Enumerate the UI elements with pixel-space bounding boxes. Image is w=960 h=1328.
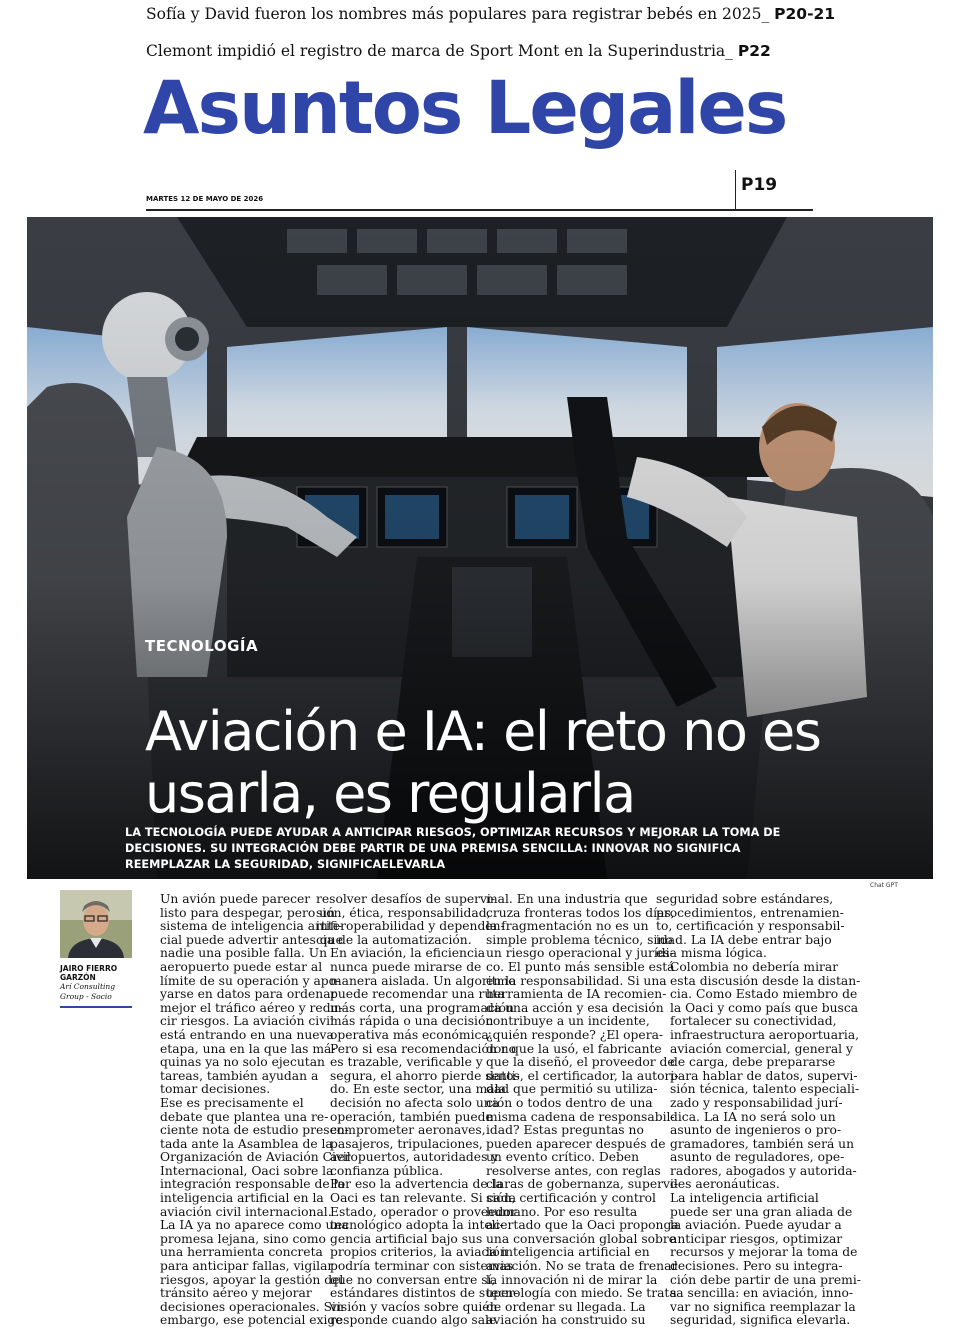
body-line: anticipar riesgos, optimizar <box>670 1231 843 1246</box>
body-line: do. En este sector, una mala <box>330 1082 506 1097</box>
body-line: decisiones. Pero su integra- <box>670 1259 843 1274</box>
body-line: puede recomendar una ruta <box>330 987 505 1002</box>
body-line: misma cadena de responsabil- <box>486 1109 675 1124</box>
teaser-2-text: Clemont impidió el registro de marca de Sport Mont en la Superindustria_ <box>146 42 738 60</box>
body-line: riesgos, apoyar la gestión del <box>160 1272 344 1287</box>
body-line: aviación ha construido su <box>486 1313 646 1328</box>
body-line: manera aislada. Un algoritmo <box>330 973 516 988</box>
article-deck: LA TECNOLOGÍA PUEDE AYUDAR A ANTICIPAR RIESGOS, OPTIMIZAR RECURSOS Y MEJORAR LA TOMA DE DECISIONES. SU INTEGRACIÓN DEBE PARTIR DE UNA PREMISA SENCILLA: INNOVAR NO SIGNIFICA REEMPLAZAR LA SEGURIDAD, SIGNIFICAELEVARLA <box>125 826 781 871</box>
body-line: procedimientos, entrenamien- <box>656 905 844 920</box>
body-line: Pero si esa recomendación no <box>330 1041 517 1056</box>
author-rule <box>60 1006 132 1008</box>
section-title: Asuntos Legales <box>143 66 787 151</box>
body-line: recursos y mejorar la toma de <box>670 1245 858 1260</box>
body-line: radores, abogados y autorida- <box>670 1163 857 1178</box>
body-paragraph <box>656 1191 861 1328</box>
body-line: dica. La IA no será solo un <box>670 1109 836 1124</box>
body-line: cia. Como Estado miembro de <box>670 987 858 1002</box>
body-line: segura, el ahorro pierde senti- <box>330 1068 520 1083</box>
body-line: asunto de reguladores, ope- <box>670 1150 845 1165</box>
body-line: nadie una posible falla. Un <box>160 946 328 961</box>
body-line: sión, certificación y control <box>486 1191 656 1206</box>
body-line: acertado que la Oaci proponga <box>486 1218 679 1233</box>
body-line: que no conversan entre sí, <box>330 1272 496 1287</box>
teaser-1-page: P20-21 <box>774 5 836 23</box>
body-line: gramadores, también será un <box>670 1136 855 1151</box>
body-line: cia de la automatización. <box>316 932 472 947</box>
body-line: tomar decisiones. <box>160 1082 271 1097</box>
body-line: un riesgo operacional y jurídi- <box>486 946 674 961</box>
body-line: resolverse antes, con reglas <box>486 1163 661 1178</box>
body-paragraph <box>316 892 505 947</box>
body-line: quinas ya no solo ejecutan <box>160 1055 325 1070</box>
body-line: idad? Estas preguntas no <box>486 1123 644 1138</box>
body-line: des aeronáuticas. <box>670 1177 780 1192</box>
body-line: esa misma lógica. <box>656 946 767 961</box>
body-paragraph <box>486 892 679 1328</box>
body-line: la fragmentación no es un <box>486 919 649 934</box>
body-line: cruza fronteras todos los días, <box>486 905 675 920</box>
body-line: tránsito aéreo y mejorar <box>160 1286 312 1301</box>
body-line: Oaci es tan relevante. Si cada <box>330 1191 517 1206</box>
author-name: JAIRO FIERRO GARZÓN <box>60 964 118 982</box>
body-paragraph <box>316 1177 519 1328</box>
body-line: etapa, una en la que las má- <box>160 1041 336 1056</box>
body-line: responde cuando algo sale <box>330 1313 497 1328</box>
body-line: tecnología con miedo. Se trata <box>486 1286 677 1301</box>
body-column-1 <box>146 892 351 1328</box>
body-line: contribuye a un incidente, <box>486 1014 650 1029</box>
body-line: gencia artificial bajo sus <box>330 1231 483 1246</box>
body-line: decisión no afecta solo una <box>330 1095 500 1110</box>
body-line: seguridad sobre estándares, <box>656 892 834 906</box>
body-line: claras de gobernanza, supervi- <box>486 1177 679 1192</box>
body-line: En aviación, la eficiencia <box>330 946 486 961</box>
body-line: sión, ética, responsabilidad, <box>316 905 491 920</box>
body-line: Por eso la advertencia de la <box>330 1177 503 1192</box>
body-line: un evento crítico. Deben <box>486 1150 640 1165</box>
body-line: operación, también puede <box>330 1109 493 1124</box>
body-line: está entrando en una nueva <box>160 1027 334 1042</box>
body-line: decisiones operacionales. Sin <box>160 1299 344 1314</box>
body-line: pueden aparecer después de <box>486 1136 666 1151</box>
body-line: humano. Por eso resulta <box>486 1204 638 1219</box>
body-line: propios criterios, la aviación <box>330 1245 508 1260</box>
body-line: herramienta de IA recomien- <box>486 987 667 1002</box>
page-number: P19 <box>741 175 778 195</box>
body-line: La inteligencia artificial <box>670 1191 819 1206</box>
body-line: seguridad, significa elevarla. <box>670 1313 851 1328</box>
body-line: dor que la usó, el fabricante <box>486 1041 662 1056</box>
body-line: aeropuertos, autoridades y <box>330 1150 499 1165</box>
body-line: sa sencilla: en aviación, inno- <box>670 1286 854 1301</box>
teaser-2[interactable] <box>146 42 771 60</box>
body-line: cir riesgos. La aviación civil <box>160 1014 335 1029</box>
body-line: Colombia no debería mirar <box>670 959 839 974</box>
body-line: idad. La IA debe entrar bajo <box>656 932 832 947</box>
body-line: listo para despegar, pero un <box>160 905 336 920</box>
body-line: la inteligencia artificial en <box>486 1245 650 1260</box>
body-line: comprometer aeronaves, <box>330 1123 486 1138</box>
body-line: ¿quién responde? ¿El opera- <box>486 1027 664 1042</box>
body-line: debate que plantea una re- <box>160 1109 329 1124</box>
photo-credit: Chat GPT <box>870 882 898 889</box>
body-line: tareas, también ayudan a <box>160 1068 319 1083</box>
body-line: asunto de ingenieros o pro- <box>670 1123 842 1138</box>
header-rule <box>146 209 813 211</box>
author-role: Arí Consulting Group - Socio <box>60 982 115 1001</box>
body-line: tecnológico adopta la inteli- <box>330 1218 504 1233</box>
body-line: en la responsabilidad. Si una <box>486 973 667 988</box>
body-line: integración responsable de la <box>160 1177 345 1192</box>
body-line: confianza pública. <box>330 1163 444 1178</box>
body-line: ción debe partir de una premi- <box>670 1272 861 1287</box>
body-paragraph <box>146 1095 351 1328</box>
body-line: dad que permitió su utiliza- <box>486 1082 658 1097</box>
body-line: La IA ya no aparece como una <box>160 1218 349 1233</box>
body-line: inteligencia artificial en la <box>160 1191 324 1206</box>
body-line: más corta, una programación <box>330 1000 514 1015</box>
teaser-2-page: P22 <box>737 42 771 60</box>
body-column-4 <box>656 892 861 1328</box>
body-line: una conversación global sobre <box>486 1231 677 1246</box>
author-photo <box>60 890 132 958</box>
body-paragraph <box>146 892 343 1097</box>
body-paragraph <box>316 946 520 1178</box>
body-line: aviación. No se trata de frenar <box>486 1259 678 1274</box>
body-line: co. El punto más sensible está <box>486 959 675 974</box>
body-line: infraestructura aeroportuaria, <box>670 1027 860 1042</box>
body-line: la Oaci y como país que busca <box>670 1000 859 1015</box>
body-column-3 <box>486 892 679 1328</box>
body-line: puede ser una gran aliada de <box>670 1204 853 1219</box>
body-line: límite de su operación y apo- <box>160 973 341 988</box>
body-line: embargo, ese potencial exige <box>160 1313 343 1328</box>
body-line: zado y responsabilidad jurí- <box>670 1095 843 1110</box>
body-line: interoperabilidad y dependen- <box>316 919 505 934</box>
hero-photo <box>27 217 933 879</box>
page-number-rule <box>735 170 736 210</box>
body-line: Ese es precisamente el <box>160 1095 304 1110</box>
body-line: aeropuerto puede estar al <box>160 959 323 974</box>
body-line: más rápida o una decisión <box>330 1014 494 1029</box>
body-line: ción o todos dentro de una <box>486 1095 653 1110</box>
teaser-1[interactable] <box>146 5 835 23</box>
body-line: datos, el certificador, la autori- <box>486 1068 679 1083</box>
body-line: para anticipar fallas, vigilar <box>160 1259 334 1274</box>
body-line: Estado, operador o proveedor <box>330 1204 517 1219</box>
body-line: da una acción y esa decisión <box>486 1000 664 1015</box>
issue-date: MARTES 12 DE MAYO DE 2026 <box>146 195 264 203</box>
body-line: mal. En una industria que <box>486 892 648 906</box>
body-line: Un avión puede parecer <box>160 892 311 906</box>
body-line: visión y vacíos sobre quién <box>330 1299 498 1314</box>
article-headline: Aviación e IA: el reto no es usarla, es regularla <box>145 700 821 826</box>
body-line: estándares distintos de super- <box>330 1286 519 1301</box>
teaser-1-text: Sofía y David fueron los nombres más populares para registrar bebés en 2025_ <box>146 5 775 23</box>
body-line: pasajeros, tripulaciones, <box>330 1136 483 1151</box>
body-line: simple problema técnico, sino <box>486 932 673 947</box>
body-line: cial puede advertir antes que <box>160 932 343 947</box>
body-line: Organización de Aviación Civil <box>160 1150 351 1165</box>
body-paragraph <box>656 959 861 1192</box>
body-line: aviación comercial, general y <box>670 1041 853 1056</box>
body-line: la innovación ni de mirar la <box>486 1272 658 1287</box>
body-line: para hablar de datos, supervi- <box>670 1068 858 1083</box>
body-line: ciente nota de estudio presen- <box>160 1123 349 1138</box>
body-line: esta discusión desde la distan- <box>670 973 861 988</box>
body-column-2 <box>316 892 520 1328</box>
body-paragraph <box>656 892 845 961</box>
body-line: la aviación. Puede ayudar a <box>670 1218 842 1233</box>
body-line: sistema de inteligencia artifi- <box>160 919 343 934</box>
author-box <box>60 890 132 1008</box>
body-line: nunca puede mirarse de <box>330 959 482 974</box>
body-line: de carga, debe prepararse <box>670 1055 836 1070</box>
body-line: fortalecer su conectividad, <box>670 1014 837 1029</box>
body-line: var no significa reemplazar la <box>670 1299 856 1314</box>
body-line: que la diseñó, el proveedor de <box>486 1055 675 1070</box>
body-line: tada ante la Asamblea de la <box>160 1136 333 1151</box>
body-line: to, certificación y responsabil- <box>656 919 845 934</box>
body-line: sión técnica, talento especiali- <box>670 1082 860 1097</box>
body-line: una herramienta concreta <box>160 1245 323 1260</box>
body-line: Internacional, Oaci sobre la <box>160 1163 334 1178</box>
body-line: podría terminar con sistemas <box>330 1259 514 1274</box>
body-line: de ordenar su llegada. La <box>486 1299 646 1314</box>
body-line: es trazable, verificable y <box>330 1055 483 1070</box>
body-line: operativa más económica. <box>330 1027 493 1042</box>
body-line: yarse en datos para ordenar <box>160 987 337 1002</box>
article-kicker: TECNOLOGÍA <box>145 637 259 655</box>
body-line: aviación civil internacional. <box>160 1204 332 1219</box>
body-line: mejor el tráfico aéreo y redu- <box>160 1000 343 1015</box>
body-line: promesa lejana, sino como <box>160 1231 326 1246</box>
body-line: resolver desafíos de supervi- <box>316 892 496 906</box>
